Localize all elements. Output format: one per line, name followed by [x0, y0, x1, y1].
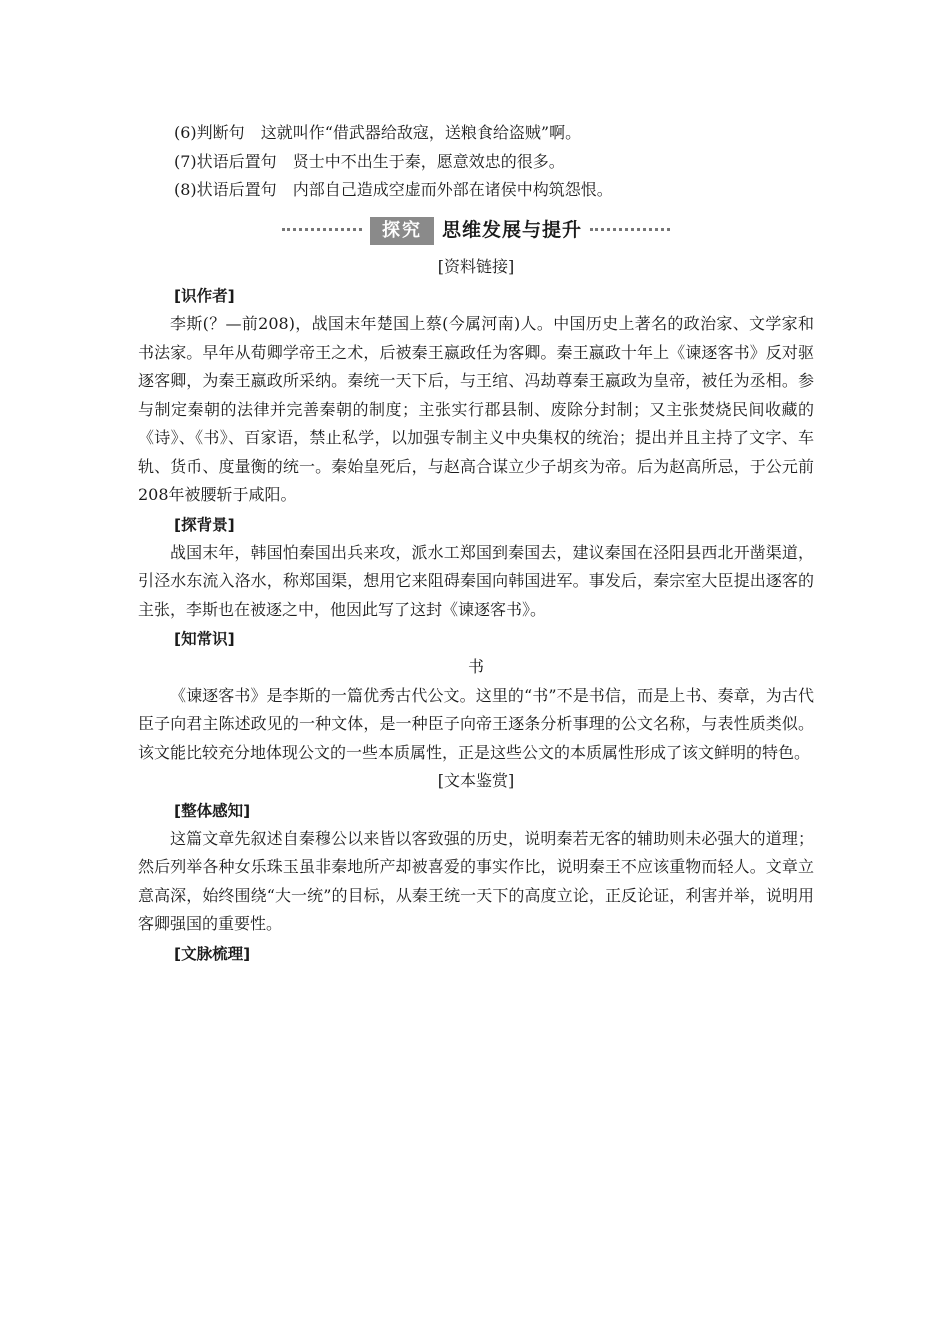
heading-appreciation: [文本鉴赏]: [437, 771, 515, 790]
heading-resources: [资料链接]: [437, 256, 515, 276]
section-banner: [138, 211, 814, 251]
label-overall: [整体感知]: [174, 801, 251, 820]
label-structure: [文脉梳理]: [174, 944, 251, 963]
banner-dots-right: [590, 228, 670, 233]
translation-item-6: (6)判断句 这就叫作“借武器给敌寇，送粮食给盗贼”啊。: [174, 123, 582, 142]
document-body: [138, 0, 814, 968]
banner-badge: 探究: [370, 217, 434, 245]
banner-dots-left: [282, 228, 362, 233]
translation-item-7: (7)状语后置句 贤士中不出生于秦，愿意效忠的很多。: [174, 151, 565, 171]
paragraph-author: 李斯(？—前208)，战国末年楚国上蔡(今属河南)人。中国历史上著名的政治家、文学家和书法家。早年从荀卿学帝王之术，后被秦王嬴政任为客卿。秦王嬴政十年上《谏逐客书》反对驱逐客卿，为秦王嬴政所采纳。秦统一天下后，与王绾、冯劫尊秦王嬴政为皇帝，被任为丞相。参与制定秦朝的法律并完善秦朝的制度；主张实行郡县制、废除分封制；又主张焚烧民间收藏的《诗》、《书》、百家语，禁止私学，以加强专制主义中央集权的统治；提出并且主持了文字、车轨、货币、度量衡的统一。秦始皇死后，与赵高合谋立少子胡亥为帝。后为赵高所忌，于公元前208年被腰斩于咸阳。: [138, 314, 814, 504]
translation-item-8: (8)状语后置句 内部自己造成空虚而外部在诸侯中构筑怨恨。: [174, 180, 613, 199]
knowledge-subtitle: 书: [467, 657, 484, 676]
paragraph-overall: 这篇文章先叙述自秦穆公以来皆以客致强的历史，说明秦若无客的辅助则未必强大的道理；然后列举各种女乐珠玉虽非秦地所产却被喜爱的事实作比，说明秦王不应该重物而轻人。文章立意高深，始终围绕“大一统”的目标，从秦王统一天下的高度立论，正反论证，利害并举，说明用客卿强国的重要性。: [138, 828, 814, 933]
label-background: [探背景]: [174, 515, 235, 534]
label-author: [识作者]: [174, 287, 235, 305]
paragraph-knowledge: 《谏逐客书》是李斯的一篇优秀古代公文。这里的“书”不是书信，而是上书、奏章，为古代臣子向君主陈述政见的一种文体，是一种臣子向帝王逐条分析事理的公文名称，与表性质类似。该文能比较充分地体现公文的一些本质属性，正是这些公文的本质属性形成了该文鲜明的特色。: [138, 685, 814, 762]
paragraph-background: 战国末年，韩国怕秦国出兵来攻，派水工郑国到秦国去，建议秦国在泾阳县西北开凿渠道，引泾水东流入洛水，称郑国渠，想用它来阻碍秦国向韩国进军。事发后，秦宗室大臣提出逐客的主张，李斯也在被逐之中，他因此写了这封《谏逐客书》。: [138, 542, 814, 619]
banner-title: 思维发展与提升: [441, 219, 582, 242]
label-knowledge: [知常识]: [174, 630, 235, 648]
